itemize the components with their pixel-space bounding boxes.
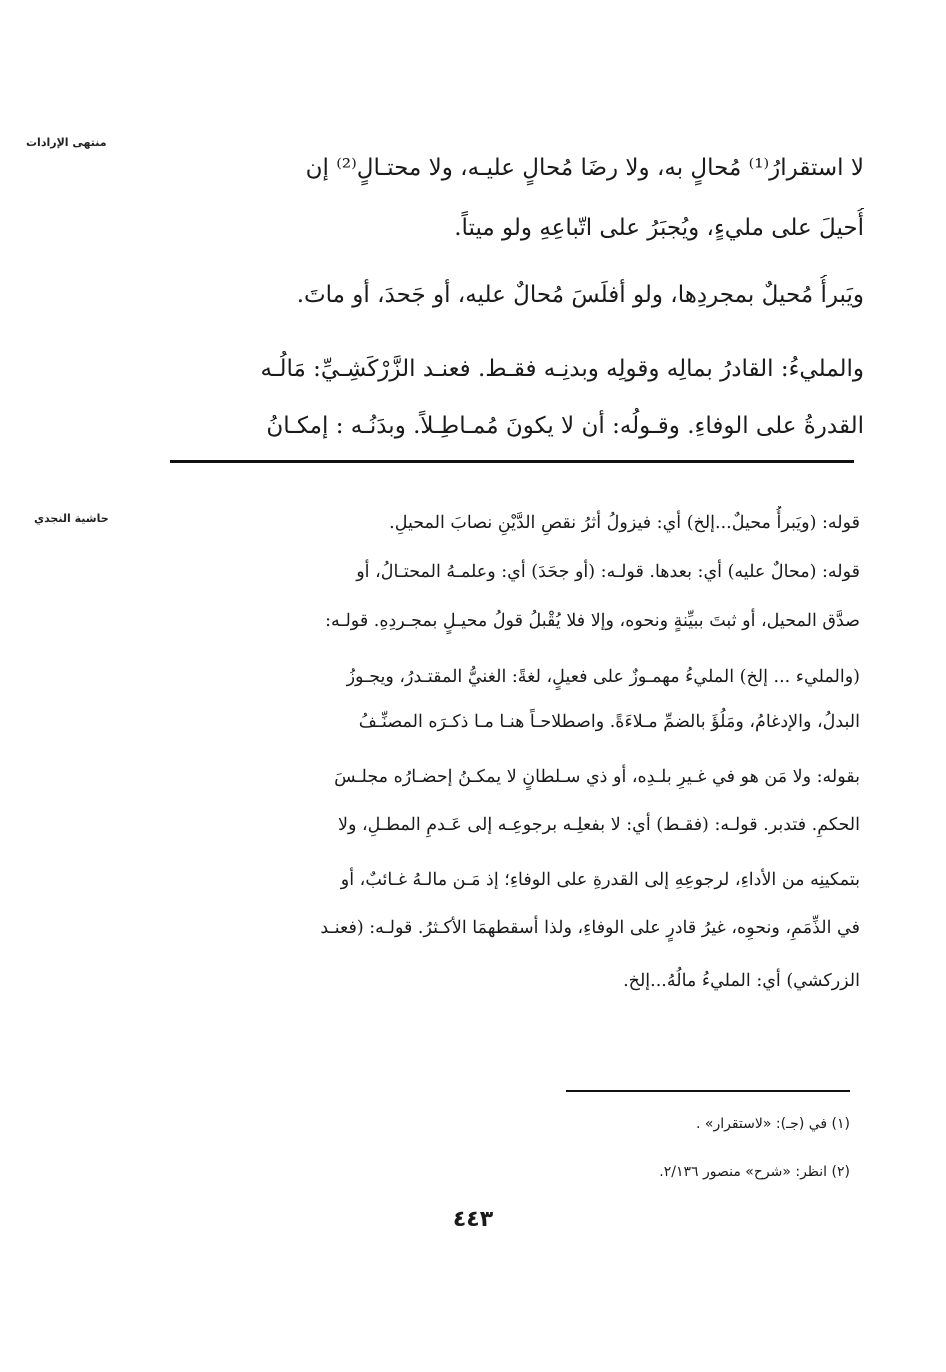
commentary-line: بقوله: ولا مَن هو في غـيرِ بلـدِه، أو ذي سـلطانٍ لا يمكـنُ إحضـارُه مجلـسَ	[334, 767, 860, 787]
commentary-line: بتمكينِه من الأداءِ، لرجوعِهِ إلى القدرةِ على الوفاءِ؛ إذ مَـن مالـهُ غـائبٌ، أو	[340, 870, 860, 890]
commentary-line: البدلُ، والإدغامُ، ومَلُؤَ بالضمِّ مـلاءَةً. واصطلاحـاً هنـا مـا ذكـرَه المصنِّـفُ	[358, 712, 860, 732]
footnote-divider	[566, 1090, 850, 1092]
main-text-line: لا استقرارُ⁽¹⁾ مُحالٍ به، ولا رضَا مُحالٍ عليـه، ولا محتـالٍ⁽²⁾ إن	[305, 155, 864, 181]
commentary-line: الحكمِ. فتدبر. قولـه: (فقـط) أي: لا بفعلِـه برجوعِـه إلى عَـدمِ المطـلِ، ولا	[338, 815, 860, 835]
footnote: (١) في (جـ): «لاستقرار» .	[696, 1116, 850, 1132]
page-number: ٤٤٣	[452, 1207, 494, 1232]
main-text-line: ويَبرأُ مُحيلٌ بمجردِها، ولو أفلَسَ مُحالٌ عليه، أو جَحدَ، أو ماتَ.	[296, 282, 864, 308]
commentary-line: في الذِّمَمِ، ونحوِه، غيرُ قادرٍ على الوفاءِ، ولذا أسقطهمَا الأكـثرُ. قولـه: (فعنـد	[320, 918, 860, 938]
section-divider	[170, 460, 854, 463]
footnote: (٢) انظر: «شرح» منصور ٢/١٣٦.	[659, 1164, 850, 1180]
margin-label-commentary-title: حاشية النجدي	[34, 512, 109, 525]
margin-label-book-title: منتهى الإرادات	[26, 136, 107, 149]
main-text-line: القدرةُ على الوفاءِ. وقـولُه: أن لا يكونَ مُمـاطِـلاً. وبدَنُـه : إمكـانُ	[266, 413, 864, 439]
commentary-line: صدَّق المحيل، أو ثبتَ ببيِّنةٍ ونحوه، وإلا فلا يُقْبلُ قولُ محيـلٍ بمجـردِهِ. قولـه:	[325, 611, 860, 631]
main-text-line: أُحيلَ على مليءٍ، ويُجبَرُ على اتّباعِهِ ولو ميتاً.	[454, 215, 864, 241]
main-text-line: والمليءُ: القادرُ بمالِه وقولِه وبدنِـه فقـط. فعنـد الزَّرْكَشِـيِّ: مَالُـه	[260, 356, 864, 382]
commentary-line: (والمليء ... إلخ) المليءُ مهمـوزٌ على فعيلٍ، لغةً: الغنيُّ المقتـدرُ، ويجـوزُ	[346, 667, 860, 687]
commentary-line: الزركشي) أي: المليءُ مالُهُ...إلخ.	[623, 971, 860, 991]
commentary-line: قوله: (محالٌ عليه) أي: بعدها. قولـه: (أو جحَدَ) أي: وعلمـهُ المحتـالُ، أو	[356, 562, 860, 582]
commentary-line: قوله: (ويَبرأُ محيلٌ...إلخ) أي: فيزولُ أثرُ نقصِ الدَّيْنِ نصابَ المحيلِ.	[389, 513, 860, 533]
